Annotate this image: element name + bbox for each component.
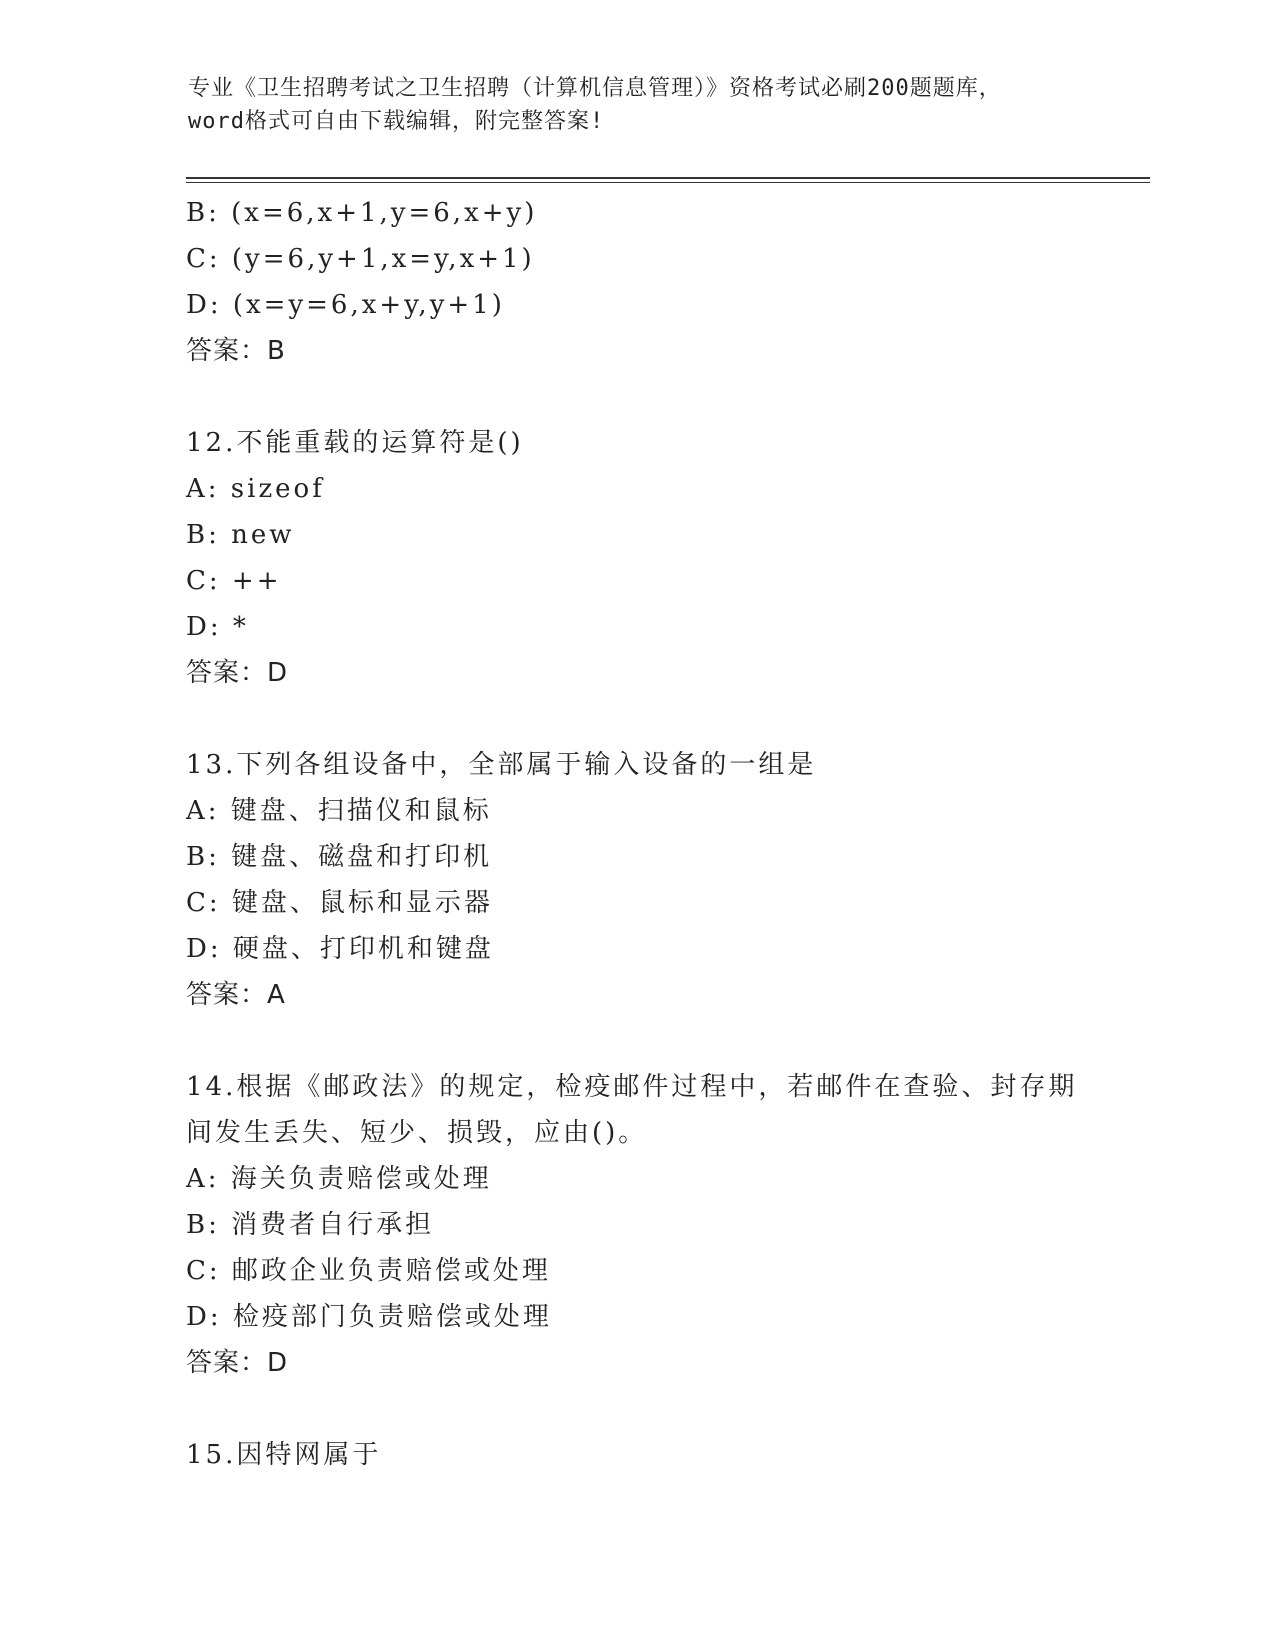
option-b: B: 键盘、磁盘和打印机 — [186, 842, 493, 872]
question-11 — [186, 190, 1086, 374]
option-a: A: 海关负责赔偿或处理 — [186, 1164, 492, 1194]
question-text-line-1: 14.根据《邮政法》的规定，检疫邮件过程中，若邮件在查验、封存期 — [186, 1072, 1078, 1102]
option-b: B: (x=6,x+1,y=6,x+y) — [186, 198, 538, 228]
header-divider-thin — [186, 182, 1150, 183]
option-a: A: 键盘、扫描仪和鼠标 — [186, 796, 492, 826]
header-divider-thick — [186, 177, 1150, 179]
option-a: A: sizeof — [186, 474, 325, 504]
spacer — [186, 1386, 1086, 1432]
option-d: D: 硬盘、打印机和键盘 — [186, 934, 494, 964]
question-list — [186, 190, 1086, 1478]
spacer — [186, 696, 1086, 742]
option-c: C: (y=6,y+1,x=y,x+1) — [186, 244, 535, 274]
document-header — [188, 72, 1088, 138]
option-b: B: new — [186, 520, 295, 550]
question-14 — [186, 1064, 1086, 1386]
option-d: D: * — [186, 612, 249, 642]
option-b: B: 消费者自行承担 — [186, 1210, 435, 1240]
answer: 答案：B — [186, 336, 286, 366]
spacer — [186, 374, 1086, 420]
answer: 答案：D — [186, 658, 289, 688]
option-c: C: 键盘、鼠标和显示器 — [186, 888, 493, 918]
option-c: C: 邮政企业负责赔偿或处理 — [186, 1256, 551, 1286]
question-text: 12.不能重载的运算符是() — [186, 428, 524, 458]
question-text: 15.因特网属于 — [186, 1440, 382, 1470]
header-line-2: word格式可自由下载编辑，附完整答案! — [188, 109, 605, 134]
spacer — [186, 1018, 1086, 1064]
question-13 — [186, 742, 1086, 1018]
answer: 答案：A — [186, 980, 286, 1010]
option-c: C: ++ — [186, 566, 282, 596]
question-12 — [186, 420, 1086, 696]
question-text: 13.下列各组设备中，全部属于输入设备的一组是 — [186, 750, 817, 780]
question-text-line-2: 间发生丢失、短少、损毁，应由()。 — [186, 1118, 648, 1148]
option-d: D: 检疫部门负责赔偿或处理 — [186, 1302, 552, 1332]
header-line-1: 专业《卫生招聘考试之卫生招聘（计算机信息管理）》资格考试必刷200题题库， — [188, 76, 1002, 101]
question-15 — [186, 1432, 1086, 1478]
answer: 答案：D — [186, 1348, 289, 1378]
option-d: D: (x=y=6,x+y,y+1) — [186, 290, 505, 320]
